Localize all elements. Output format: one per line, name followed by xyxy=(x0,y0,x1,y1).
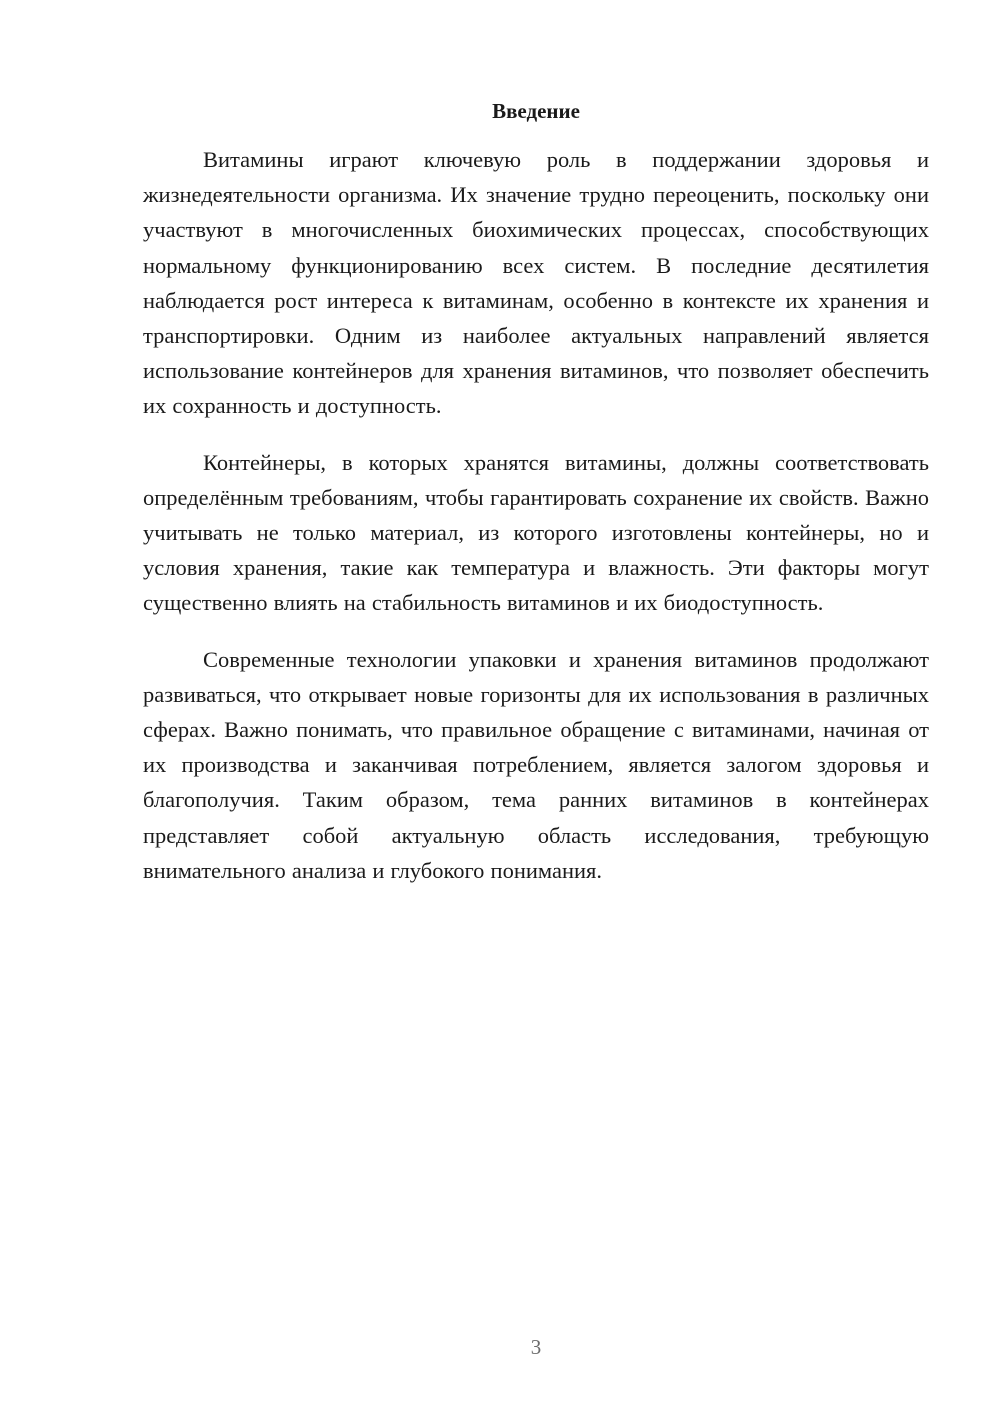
paragraph-1: Витамины играют ключевую роль в поддержании здоровья и жизнедеятельности организма. Их значение трудно переоценить, поскольку они участвуют в многочисленных биохимических процессах, способствующих нормальному функционированию всех систем. В последние десятилетия наблюдается рост интереса к витаминам, особенно в контексте их хранения и транспортировки. Одним из наиболее актуальных направлений является использование контейнеров для хранения витаминов, что позволяет обеспечить их сохранность и доступность. xyxy=(143,147,929,419)
section-heading: Введение xyxy=(492,99,580,123)
paragraph-2: Контейнеры, в которых хранятся витамины, должны соответствовать определённым требованиям, чтобы гарантировать сохранение их свойств. Важно учитывать не только материал, из которого изготовлены контейнеры, но и условия хранения, такие как температура и влажность. Эти факторы могут существенно влиять на стабильность витаминов и их биодоступность. xyxy=(143,449,929,616)
paragraph-3: Современные технологии упаковки и хранения витаминов продолжают развиваться, что открывает новые горизонты для их использования в различных сферах. Важно понимать, что правильное обращение с витаминами, начиная от их производства и заканчивая потреблением, является залогом здоровья и благополучия. Таким образом, тема ранних витаминов в контейнерах представляет собой актуальную область исследования, требующую внимательного анализа и глубокого понимания. xyxy=(143,646,929,883)
body-text xyxy=(143,142,929,909)
page-number: 3 xyxy=(530,1335,542,1359)
